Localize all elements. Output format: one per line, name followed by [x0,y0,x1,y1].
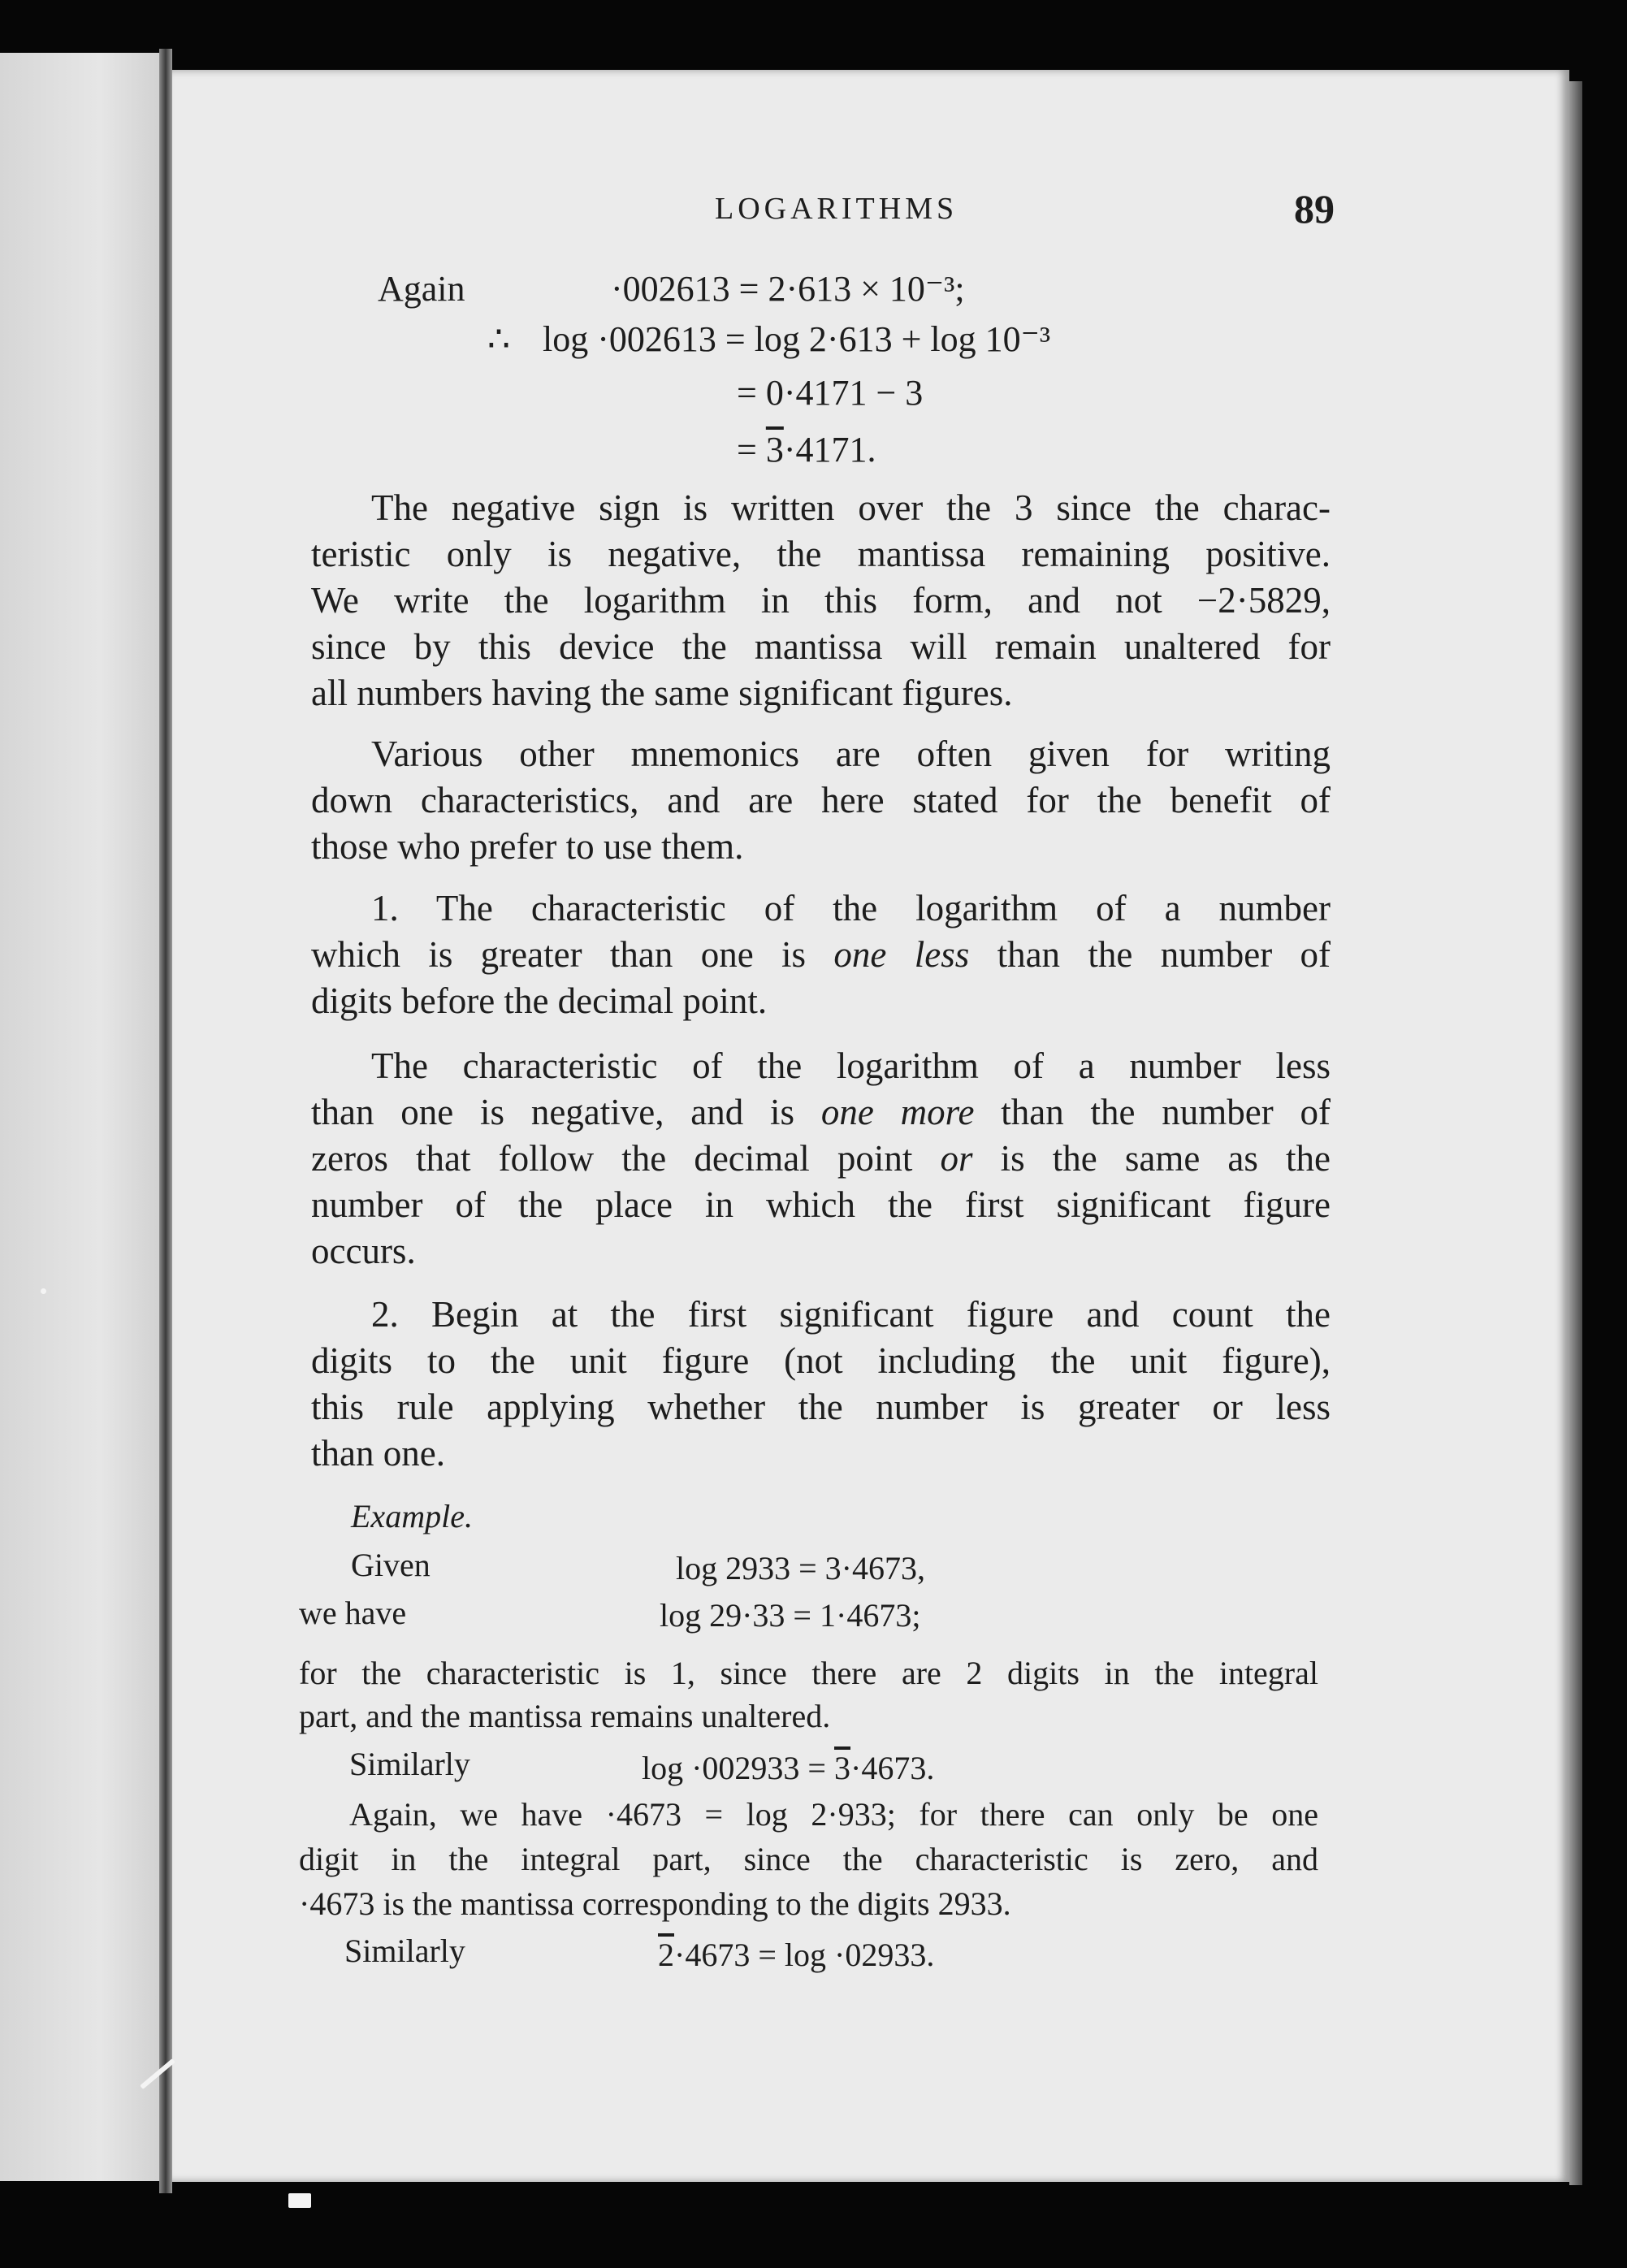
para2-line: those who prefer to use them. [311,826,744,867]
running-head: LOGARITHMS [715,192,958,226]
book-gutter [159,49,172,2193]
again-line: Again, we have ·4673 = log 2·933; for there can only be one [349,1796,1318,1833]
therefore-symbol: ∴ [487,319,510,359]
rule2-line: 2. Begin at the first significant figure and count the [371,1294,1331,1335]
given-label: Given [351,1547,431,1583]
scan-artifact [288,2193,311,2208]
emphasis-one-more: one more [820,1092,975,1132]
given-equation: log 2933 = 3·4673, [676,1550,925,1586]
explain-line: for the characteristic is 1, since there are 2 digits in the integral [299,1655,1318,1691]
rule1b-line: zeros that follow the decimal point or is the same as the [311,1138,1331,1179]
emphasis-one-less: one less [833,934,970,975]
example-heading: Example. [351,1498,473,1534]
bar-characteristic: 2 [658,1937,674,1973]
equation-line-1: ·002613 = 2·613 × 10⁻³; [611,269,965,309]
para1-line: all numbers having the same significant figures. [311,673,1013,713]
explain-line: part, and the mantissa remains unaltered. [299,1698,831,1734]
rule1b-line: number of the place in which the first significant figure [311,1184,1331,1225]
rule2-line: this rule applying whether the number is greater or less [311,1387,1331,1427]
page-number: 89 [1294,186,1335,232]
bar-characteristic: 3 [834,1750,850,1786]
page-edge-shadow [1569,81,1582,2185]
again-label: Again [378,269,465,309]
similarly-label-1: Similarly [349,1746,470,1782]
rule1b-line: than one is negative, and is one more than the number of [311,1092,1331,1132]
para1-line: teristic only is negative, the mantissa remaining positive. [311,534,1331,574]
rule1-line: digits before the decimal point. [311,980,768,1021]
rule1b-line: The characteristic of the logarithm of a number less [371,1045,1331,1086]
equation-line-4: = 3·4171. [737,430,876,470]
similarly-label-2: Similarly [344,1933,465,1969]
para1-line: The negative sign is written over the 3 since the charac- [371,487,1331,528]
para1-line: We write the logarithm in this form, and not −2·5829, [311,580,1331,621]
scan-artifact [41,1288,46,1294]
similarly-equation-2: 2·4673 = log ·02933. [658,1937,935,1973]
equation-line-3: = 0·4171 − 3 [737,373,924,413]
para1-line: since by this device the mantissa will remain unaltered for [311,626,1331,667]
bar-characteristic: 3 [765,430,784,470]
rule1-line: 1. The characteristic of the logarithm of a number [371,888,1331,928]
emphasis-or: or [940,1138,973,1179]
para2-line: down characteristics, and are here stated for the benefit of [311,780,1331,820]
we-have-label: we have [299,1595,407,1631]
again-line: ·4673 is the mantissa corresponding to the digits 2933. [299,1885,1011,1922]
equation-line-2: log ·002613 = log 2·613 + log 10⁻³ [543,319,1051,359]
para2-line: Various other mnemonics are often given for writing [371,734,1331,774]
similarly-equation-1: log ·002933 = 3·4673. [642,1750,935,1786]
previous-page-edge [0,53,167,2181]
rule1b-line: occurs. [311,1231,416,1271]
rule2-line: than one. [311,1433,445,1474]
rule2-line: digits to the unit figure (not including the unit figure), [311,1340,1331,1381]
rule1-line: which is greater than one is one less than the number of [311,934,1331,975]
we-have-equation: log 29·33 = 1·4673; [660,1597,921,1634]
again-line: digit in the integral part, since the characteristic is zero, and [299,1841,1318,1877]
